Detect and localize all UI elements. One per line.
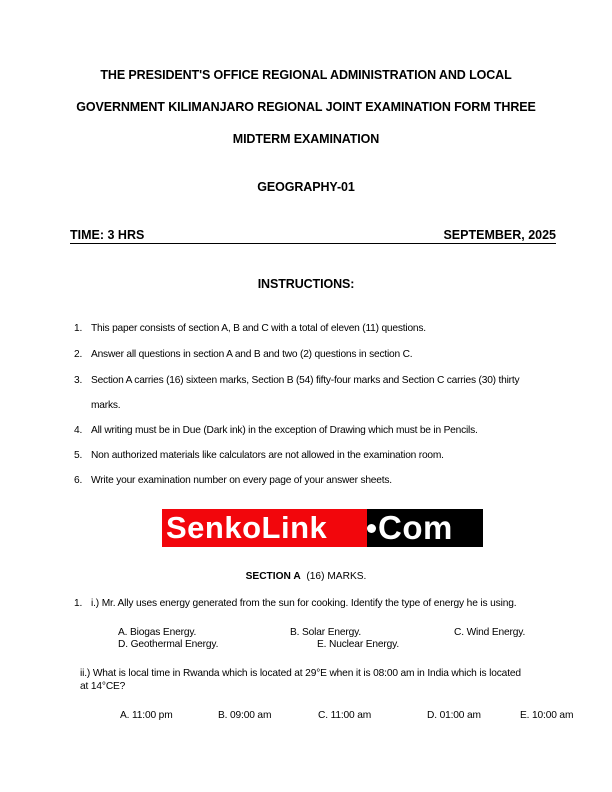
instruction-text: marks. [91, 400, 121, 411]
option-b: B. 09:00 am [218, 710, 272, 721]
instructions-title: INSTRUCTIONS: [257, 277, 355, 291]
time-date-line [70, 228, 556, 244]
section-marks: (16) MARKS. [306, 571, 367, 582]
senkolink-logo [162, 509, 483, 547]
header-line-2: GOVERNMENT KILIMANJARO REGIONAL JOINT EXAMINATION FORM THREE [76, 100, 536, 114]
instruction-text: Answer all questions in section A and B and two (2) questions in section C. [91, 349, 413, 360]
logo-red-part [162, 509, 367, 547]
instruction-number: 6. [74, 475, 83, 486]
question-1ii-text-line1: ii.) What is local time in Rwanda which is located at 29°E when it is 08:00 am in India which is located [80, 668, 521, 679]
option-d: D. Geothermal Energy. [118, 639, 219, 650]
logo-dot-icon [367, 524, 376, 533]
instruction-text: Section A carries (16) sixteen marks, Section B (54) fifty-four marks and Section C carries (30) thirty [91, 375, 520, 386]
option-e: E. 10:00 am [520, 710, 574, 721]
question-1i-text: i.) Mr. Ally uses energy generated from the sun for cooking. Identify the type of energy he is using. [91, 598, 517, 609]
instruction-text: Non authorized materials like calculators are not allowed in the examination room. [91, 450, 444, 461]
logo-black-part [367, 509, 483, 547]
logo-left-text: SenkoLink [166, 510, 328, 545]
instruction-number: 5. [74, 450, 83, 461]
option-b: B. Solar Energy. [290, 627, 362, 638]
instruction-text: Write your examination number on every page of your answer sheets. [91, 475, 392, 486]
exam-time: TIME: 3 HRS [70, 228, 145, 242]
question-1ii-text-line2: at 14°CE? [80, 681, 126, 692]
option-c: C. Wind Energy. [454, 627, 526, 638]
option-d: D. 01:00 am [427, 710, 481, 721]
instruction-number: 4. [74, 425, 83, 436]
option-e: E. Nuclear Energy. [317, 639, 400, 650]
instruction-number: 3. [74, 375, 83, 386]
option-c: C. 11:00 am [318, 710, 372, 721]
instruction-number: 1. [74, 323, 83, 334]
instruction-number: 2. [74, 349, 83, 360]
option-a: A. Biogas Energy. [118, 627, 197, 638]
question-number: 1. [74, 598, 83, 609]
instruction-text: This paper consists of section A, B and C with a total of eleven (11) questions. [91, 323, 426, 334]
exam-date: SEPTEMBER, 2025 [443, 228, 556, 242]
logo-right-text: Com [378, 509, 453, 546]
section-a-heading [0, 571, 612, 582]
section-label: SECTION A [245, 571, 301, 582]
instruction-text: All writing must be in Due (Dark ink) in the exception of Drawing which must be in Pencils. [91, 425, 478, 436]
header-line-1: THE PRESIDENT'S OFFICE REGIONAL ADMINISTRATION AND LOCAL [100, 68, 512, 82]
header-line-3: MIDTERM EXAMINATION [232, 132, 380, 146]
option-a: A. 11:00 pm [120, 710, 173, 721]
subject-title: GEOGRAPHY-01 [257, 180, 355, 194]
